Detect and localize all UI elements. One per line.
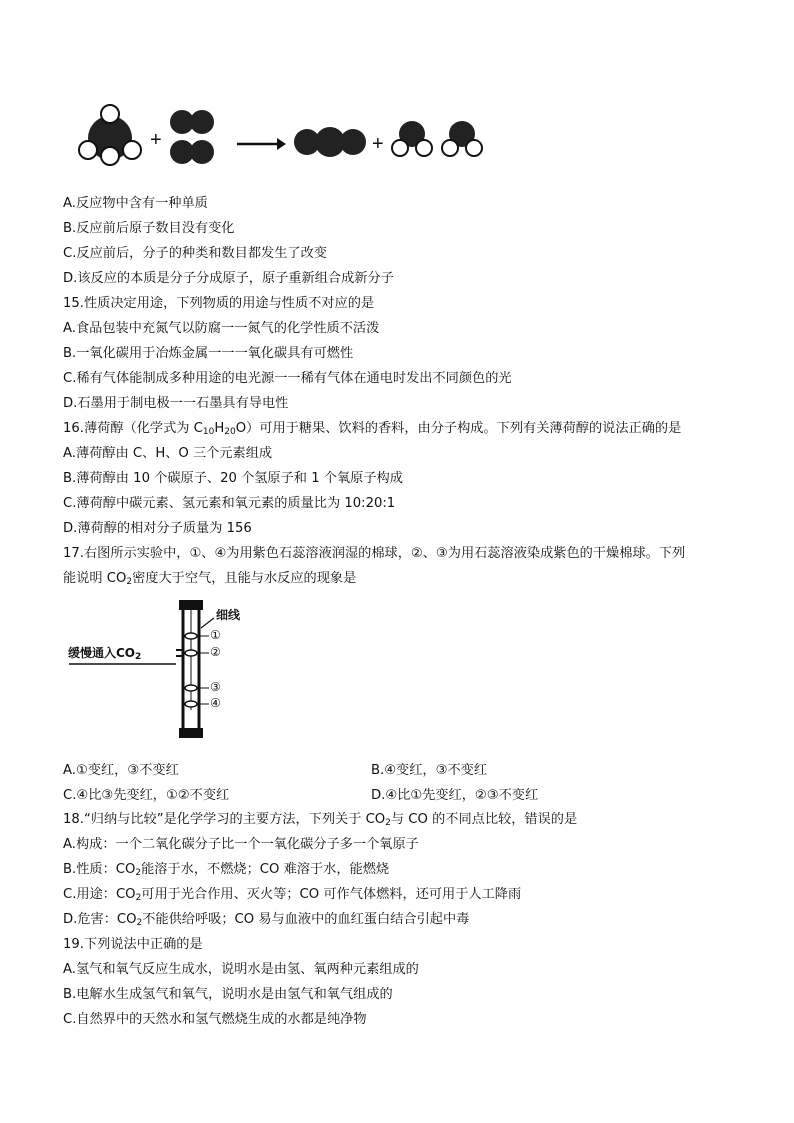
experiment-inlet-label: 缓慢通入$CO_2$ <box>68 646 142 662</box>
q17-stem-line1: 17.右图所示实验中，①、④为用紫色石蕊溶液润湿的棉球，②、③为用石蕊溶液染成紫色的干燥棉球。下列 <box>63 546 686 561</box>
ball-label-1: ① <box>210 628 221 642</box>
q18-option-b: B.性质：$CO_2$能溶于水，不燃烧；CO 难溶于水，能燃烧 <box>63 862 390 878</box>
product-molecule-2 <box>392 121 432 156</box>
reactant-molecule-2 <box>170 110 214 164</box>
q17-option-b: B.④变红，③不变红 <box>371 763 488 778</box>
product-molecule-1 <box>294 127 366 157</box>
q19-option-c: C.自然界中的天然水和氢气燃烧生成的水都是纯净物 <box>63 1012 367 1027</box>
q17-option-c: C.④比③先变红，①②不变红 <box>63 788 230 803</box>
reactant-molecule-1 <box>79 105 141 165</box>
q17-option-d: D.④比①先变红，②③不变红 <box>371 788 539 803</box>
q17-stem-line2: 能说明 $CO_2$密度大于空气，且能与水反应的现象是 <box>63 571 357 587</box>
q18-stem: 18.“归纳与比较”是化学学习的主要方法，下列关于 $CO_2$与 CO 的不同点比较，错误的是 <box>63 812 578 828</box>
q16-stem: 16.薄荷醇（化学式为 $C_{10}H_{20}O$）可用于糖果、饮料的香料，由分子构成。下列有关薄荷醇的说法正确的是 <box>63 421 682 437</box>
q16-option-a: A.薄荷醇由 C、H、O 三个元素组成 <box>63 446 273 461</box>
q14-option-b: B.反应前后原子数目没有变化 <box>63 221 235 236</box>
q19-option-b: B.电解水生成氢气和氧气，说明水是由氢气和氧气组成的 <box>63 987 393 1002</box>
reaction-diagram <box>72 104 492 172</box>
product-molecule-3 <box>442 121 482 156</box>
reaction-arrow <box>237 138 286 150</box>
q16-option-b: B.薄荷醇由 10 个碳原子、20 个氢原子和 1 个氧原子构成 <box>63 471 403 486</box>
q19-option-a: A.氢气和氧气反应生成水，说明水是由氢、氧两种元素组成的 <box>63 962 419 977</box>
q18-option-d: D.危害：$CO_2$不能供给呼吸；CO 易与血液中的血红蛋白结合引起中毒 <box>63 912 470 928</box>
ball-label-4: ④ <box>210 696 221 710</box>
plus-sign-1: + <box>150 129 162 151</box>
plus-sign-2: + <box>372 133 384 155</box>
q17-option-a: A.①变红，③不变红 <box>63 763 179 778</box>
q18-option-c: C.用途：$CO_2$可用于光合作用、灭火等；CO 可作气体燃料，还可用于人工降雨 <box>63 887 522 903</box>
q14-option-c: C.反应前后，分子的种类和数目都发生了改变 <box>63 246 327 261</box>
q14-option-a: A.反应物中含有一种单质 <box>63 196 208 211</box>
q15-stem: 15.性质决定用途，下列物质的用途与性质不对应的是 <box>63 296 375 311</box>
q16-option-d: D.薄荷醇的相对分子质量为 156 <box>63 521 252 536</box>
experiment-figure <box>64 598 284 748</box>
ball-label-2: ② <box>210 645 221 659</box>
ball-label-3: ③ <box>210 680 221 694</box>
q16-option-c: C.薄荷醇中碳元素、氢元素和氧元素的质量比为 10:20:1 <box>63 496 396 511</box>
experiment-tube-drawing <box>64 598 284 748</box>
q15-option-c: C.稀有气体能制成多种用途的电光源一一稀有气体在通电时发出不同颜色的光 <box>63 371 512 386</box>
experiment-string-label: 细线 <box>216 608 241 622</box>
q15-option-b: B.一氧化碳用于冶炼金属一一一氧化碳具有可燃性 <box>63 346 354 361</box>
q18-option-a: A.构成：一个二氧化碳分子比一个一氧化碳分子多一个氧原子 <box>63 837 419 852</box>
q15-option-d: D.石墨用于制电极一一石墨具有导电性 <box>63 396 289 411</box>
q15-option-a: A.食品包装中充氮气以防腐一一氮气的化学性质不活泼 <box>63 321 380 336</box>
q19-stem: 19.下列说法中正确的是 <box>63 937 203 952</box>
q14-option-d: D.该反应的本质是分子分成原子，原子重新组合成新分子 <box>63 271 394 286</box>
